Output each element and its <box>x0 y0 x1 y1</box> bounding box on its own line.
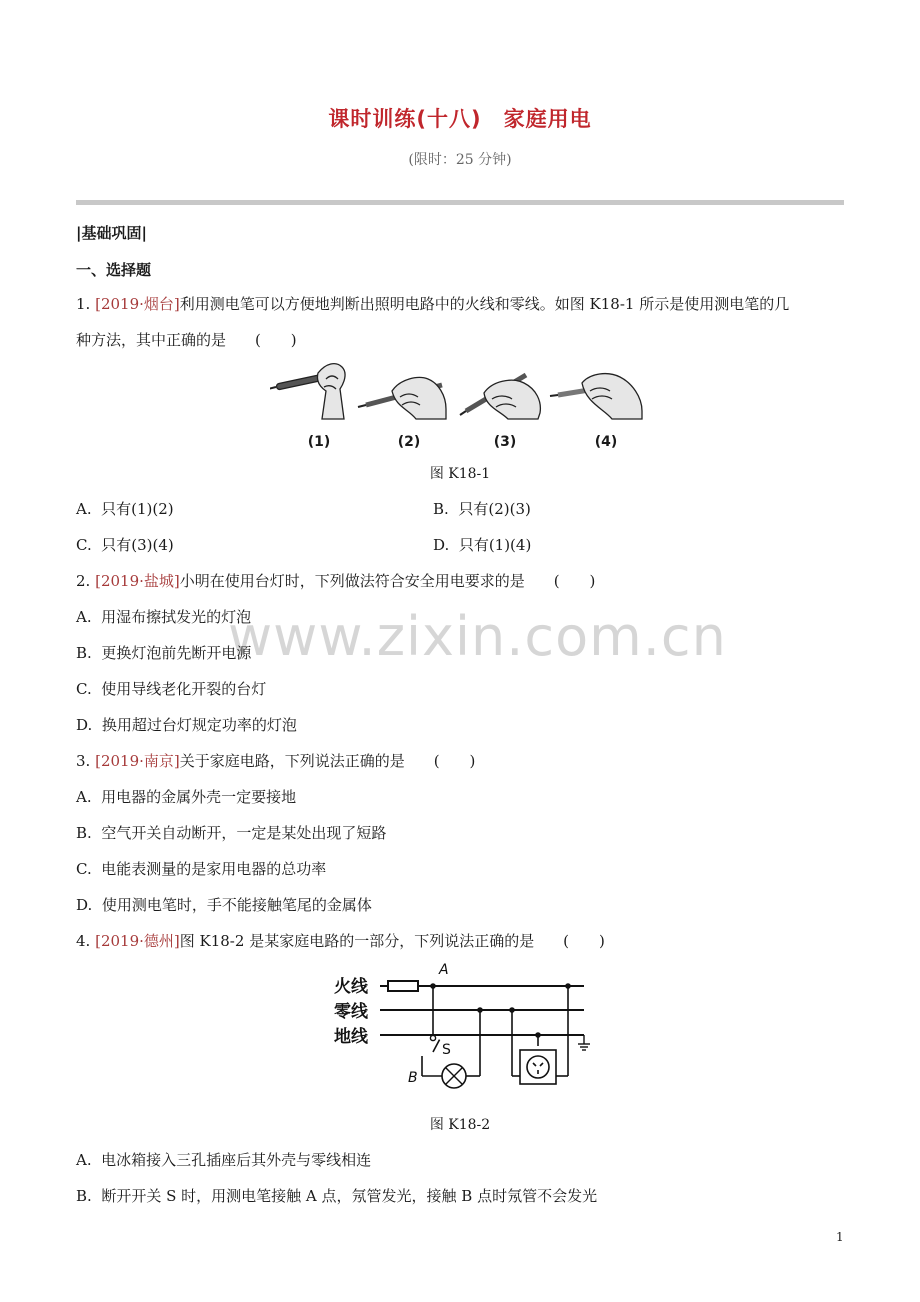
circuit-diagram <box>330 958 600 1108</box>
option-d: D. 换用超过台灯规定功率的灯泡 <box>76 716 297 734</box>
tester-pen-image-4 <box>550 374 642 419</box>
question-number: 2. <box>76 572 91 590</box>
question-text: 利用测电笔可以方便地判断出照明电路中的火线和零线。如图 K18-1 所示是使用测电笔的几 <box>179 295 790 313</box>
option-b: B. 空气开关自动断开，一定是某处出现了短路 <box>76 824 387 842</box>
question-1-line1 <box>76 294 789 314</box>
figure-label-2: (2) <box>397 434 421 450</box>
option-d: D. 使用测电笔时，手不能接触笔尾的金属体 <box>76 896 372 914</box>
tester-pen-image-3 <box>460 375 540 419</box>
figure-caption-k18-2: 图 K18-2 <box>429 1117 491 1133</box>
watermark: www.zixin.com.cn <box>228 605 727 668</box>
figure-label-1: (1) <box>307 434 331 450</box>
section-choice: 一、选择题 <box>76 261 152 279</box>
question-source: [2019·烟台] <box>95 295 180 313</box>
answer-blank: ( ) <box>433 752 476 770</box>
switch-s <box>433 1040 440 1052</box>
three-pin-socket <box>520 1050 556 1084</box>
label-point-b: B <box>408 1070 418 1086</box>
question-4 <box>76 931 609 951</box>
section-basic: |基础巩固| <box>76 224 147 242</box>
tester-pen-figure <box>270 357 650 457</box>
label-switch: S <box>442 1042 451 1058</box>
question-3 <box>76 751 480 771</box>
question-source: [2019·南京] <box>95 752 180 770</box>
figure-caption-k18-1: 图 K18-1 <box>429 466 491 482</box>
question-text: 小明在使用台灯时，下列做法符合安全用电要求的是 <box>179 572 525 590</box>
answer-blank: ( ) <box>563 932 605 950</box>
question-number: 4. <box>76 932 91 950</box>
page-number: 1 <box>836 1230 844 1244</box>
answer-blank: ( ) <box>553 572 596 590</box>
label-point-a: A <box>439 962 449 978</box>
question-text: 种方法，其中正确的是 <box>76 331 227 349</box>
fuse <box>388 981 418 991</box>
option-c: C. 使用导线老化开裂的台灯 <box>76 680 267 698</box>
header-divider <box>76 200 844 205</box>
tester-pen-image-2 <box>358 378 446 420</box>
question-text: 图 K18-2 是某家庭电路的一部分，下列说法正确的是 <box>179 932 535 950</box>
option-a: A. 用电器的金属外壳一定要接地 <box>76 788 297 806</box>
junction-a <box>430 983 436 989</box>
answer-blank: ( ) <box>254 331 297 349</box>
option-a: A. 只有(1)(2) <box>76 500 174 518</box>
question-1-line2 <box>76 330 301 350</box>
tester-pen-image-1 <box>270 364 345 419</box>
figure-label-3: (3) <box>493 434 517 450</box>
page-title: 课时训练(十八) 家庭用电 <box>328 107 592 131</box>
figure-label-4: (4) <box>594 434 618 450</box>
question-number: 1. <box>76 295 91 313</box>
label-neutral: 零线 <box>334 1002 368 1022</box>
option-a: A. 电冰箱接入三孔插座后其外壳与零线相连 <box>76 1151 372 1169</box>
question-2 <box>76 571 600 591</box>
label-live: 火线 <box>334 977 368 997</box>
question-number: 3. <box>76 752 91 770</box>
option-c: C. 只有(3)(4) <box>76 536 174 554</box>
option-a: A. 用湿布擦拭发光的灯泡 <box>76 608 252 626</box>
option-d: D. 只有(1)(4) <box>433 536 532 554</box>
option-b: B. 只有(2)(3) <box>433 500 531 518</box>
question-source: [2019·盐城] <box>95 572 180 590</box>
option-b: B. 断开开关 S 时，用测电笔接触 A 点，氖管发光，接触 B 点时氖管不会发光 <box>76 1187 598 1205</box>
label-ground: 地线 <box>334 1027 368 1047</box>
option-c: C. 电能表测量的是家用电器的总功率 <box>76 860 327 878</box>
time-limit: (限时：25 分钟) <box>408 152 512 168</box>
question-source: [2019·德州] <box>95 932 180 950</box>
option-b: B. 更换灯泡前先断开电源 <box>76 644 252 662</box>
question-text: 关于家庭电路，下列说法正确的是 <box>179 752 405 770</box>
